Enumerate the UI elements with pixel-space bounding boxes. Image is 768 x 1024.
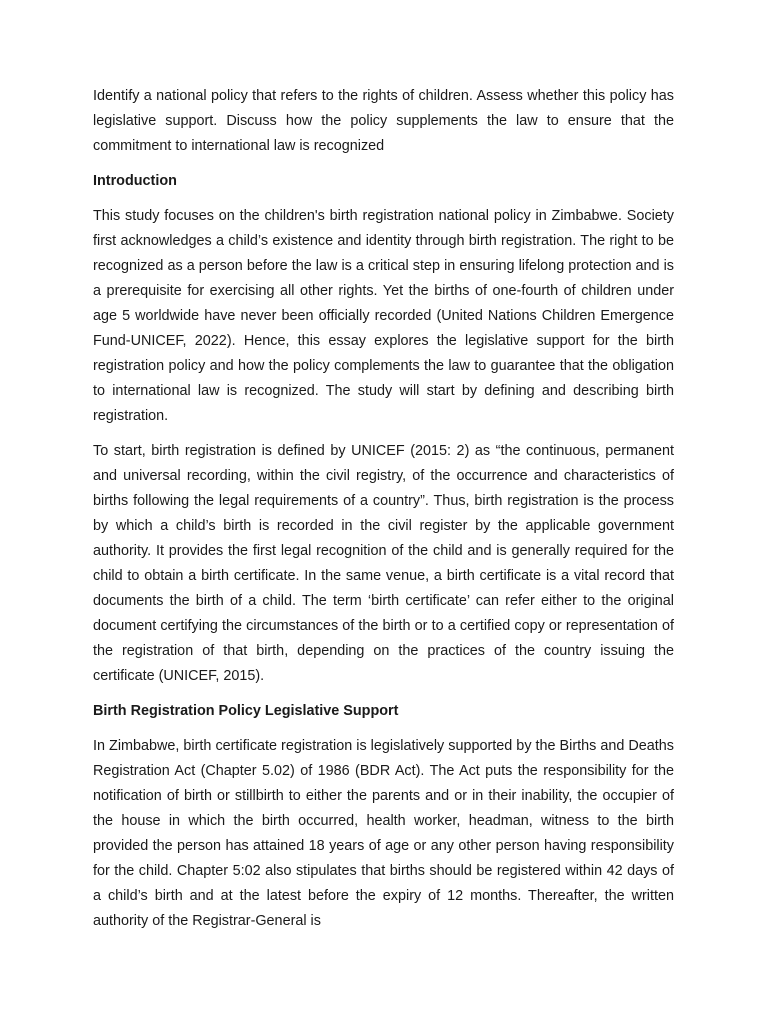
legislative-support-heading: Birth Registration Policy Legislative Support — [93, 703, 399, 719]
document-body — [93, 84, 674, 944]
definition-paragraph: To start, birth registration is defined by UNICEF (2015: 2) as “the continuous, permanent and universal recording, within the civil registry, of the occurrence and characteristics of births following the legal requirements of a country”. Thus, birth registration is the process by which a child’s birth is recorded in the civil register by the applicable government authority. It provides the first legal recognition of the child and is generally required for the child to obtain a birth certificate. In the same venue, a birth certificate is a vital record that documents the birth of a child. The term ‘birth certificate’ can refer either to the original document certifying the circumstances of the birth or to a certified copy or representation of the registration of that birth, depending on the practices of the country issuing the certificate (UNICEF, 2015). — [93, 443, 674, 684]
legislative-support-paragraph: In Zimbabwe, birth certificate registration is legislatively supported by the Births and Deaths Registration Act (Chapter 5.02) of 1986 (BDR Act). The Act puts the responsibility for the notification of birth or stillbirth to either the parents and or in their inability, the occupier of the house in which the birth occurred, health worker, headman, witness to the birth provided the person has attained 18 years of age or any other person having responsibility for the child. Chapter 5:02 also stipulates that births should be registered within 42 days of a child’s birth and at the latest before the expiry of 12 months. Thereafter, the written authority of the Registrar-General is — [93, 738, 674, 929]
introduction-heading: Introduction — [93, 173, 177, 189]
essay-prompt: Identify a national policy that refers to the rights of children. Assess whether this policy has legislative support. Discuss how the policy supplements the law to ensure that the commitment to international law is recognized — [93, 88, 674, 154]
introduction-paragraph: This study focuses on the children's birth registration national policy in Zimbabwe. Society first acknowledges a child’s existence and identity through birth registration. The right to be recognized as a person before the law is a critical step in ensuring lifelong protection and is a prerequisite for exercising all other rights. Yet the births of one-fourth of children under age 5 worldwide have never been officially recorded (United Nations Children Emergence Fund-UNICEF, 2022). Hence, this essay explores the legislative support for the birth registration policy and how the policy complements the law to guarantee that the obligation to international law is recognized. The study will start by defining and describing birth registration. — [93, 208, 674, 424]
